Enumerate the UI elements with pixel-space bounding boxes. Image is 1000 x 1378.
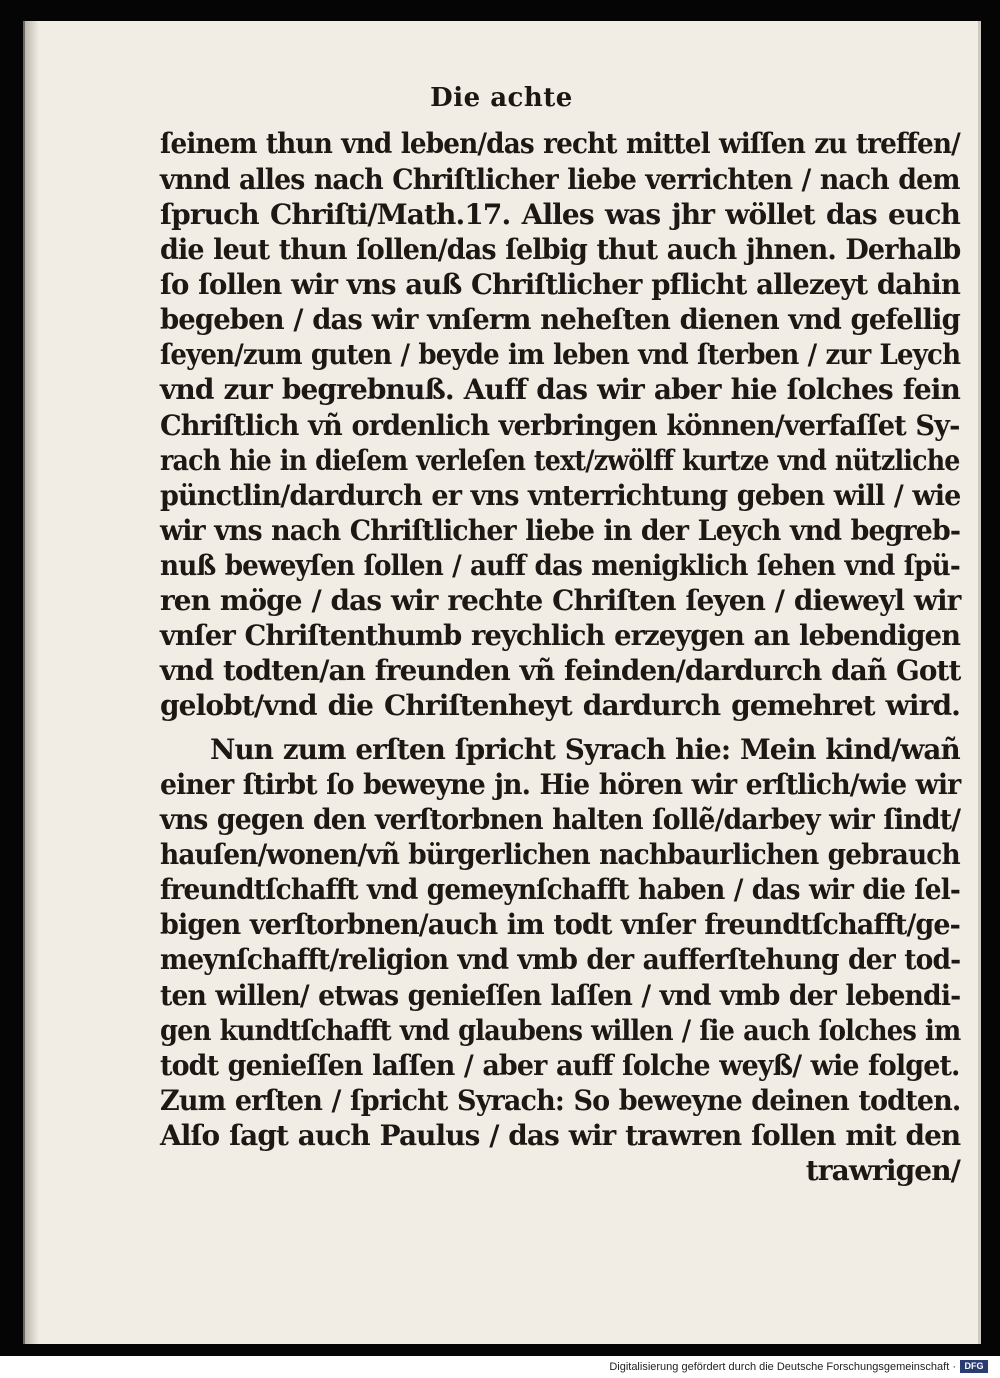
text-line: die leut thun ſollen/das ſelbig thut auch jhnen. Derhalb xyxy=(160,233,961,266)
text-line: ten willen/ etwas genieſſen laſſen / vnd vmb der lebendi- xyxy=(160,979,961,1012)
funding-credit: Digitalisierung gefördert durch die Deutsche Forschungsgemeinschaft · xyxy=(609,1361,956,1373)
text-line: freundtſchafft vnd gemeynſchafft haben / das wir die ſel- xyxy=(160,873,961,906)
running-head: Die achte xyxy=(430,83,573,113)
text-line: ſo ſollen wir vns auß Chriſtlicher pflicht allezeyt dahin xyxy=(160,268,960,301)
text-line: vnd zur begrebnuß. Auff das wir aber hie ſolches fein xyxy=(160,373,960,406)
text-line: vnnd alles nach Chriſtlicher liebe verrichten / nach dem xyxy=(160,163,960,196)
text-line: vns gegen den verſtorbnen halten ſollẽ/darbey wir ſindt/ xyxy=(160,803,961,836)
text-line: bigen verſtorbnen/auch im todt vnſer freundtſchafft/ge- xyxy=(160,908,961,941)
catchword: trawrigen/ xyxy=(805,1154,960,1187)
text-line: ſeyen/zum guten / beyde im leben vnd ſterben / zur Leych xyxy=(160,338,961,371)
text-line: ren möge / das wir rechte Chriſten ſeyen / dieweyl wir xyxy=(160,584,961,617)
text-line: gelobt/vnd die Chriſtenheyt dardurch gemehret wird. xyxy=(160,689,960,722)
text-line: hauſen/wonen/vñ bürgerlichen nachbaurlichen gebrauch xyxy=(160,838,960,871)
text-line: begeben / das wir vnſerm neheſten dienen vnd gefellig xyxy=(160,303,960,336)
text-line: wir vns nach Chriſtlicher liebe in der Leych vnd begreb- xyxy=(160,514,961,547)
text-line: ſeinem thun vnd leben/das recht mittel wiſſen zu treffen/ xyxy=(160,127,960,160)
text-line: einer ſtirbt ſo beweyne jn. Hie hören wir erſtlich/wie wir xyxy=(160,768,961,801)
text-line: rach hie in dieſem verleſen text/zwölff kurtze vnd nützliche xyxy=(160,444,960,477)
paragraph-first-line: Nun zum erſten ſpricht Syrach hie: Mein kind/wañ xyxy=(210,733,960,766)
text-line: Chriſtlich vñ ordenlich verbringen können/verfaſſet Sy- xyxy=(160,409,960,442)
text-line: Alſo ſagt auch Paulus / das wir trawren ſollen mit den xyxy=(160,1119,961,1152)
text-line: meynſchafft/religion vnd vmb der aufferſtehung der tod- xyxy=(160,943,961,976)
text-line: pünctlin/dardurch er vns vnterrichtung geben will / wie xyxy=(160,479,961,512)
dfg-logo: DFG xyxy=(960,1360,988,1373)
text-line: vnd todten/an freunden vñ feinden/dardurch dañ Gott xyxy=(160,654,961,687)
text-line: todt genieſſen laſſen / aber auff ſolche weyß/ wie folget. xyxy=(160,1049,960,1082)
gutter-shadow xyxy=(25,21,39,1344)
text-line: ſpruch Chriſti/Math.17. Alles was jhr wöllet das euch xyxy=(160,198,960,231)
text-line: vnſer Chriſtenthumb reychlich erzeygen an lebendigen xyxy=(160,619,961,652)
text-line: gen kundtſchafft vnd glaubens willen / ſie auch ſolches im xyxy=(160,1014,961,1047)
text-line: Zum erſten / ſpricht Syrach: So beweyne deinen todten. xyxy=(160,1084,961,1117)
text-line: nuß beweyſen ſollen / auff das menigklich ſehen vnd ſpü- xyxy=(160,549,960,582)
